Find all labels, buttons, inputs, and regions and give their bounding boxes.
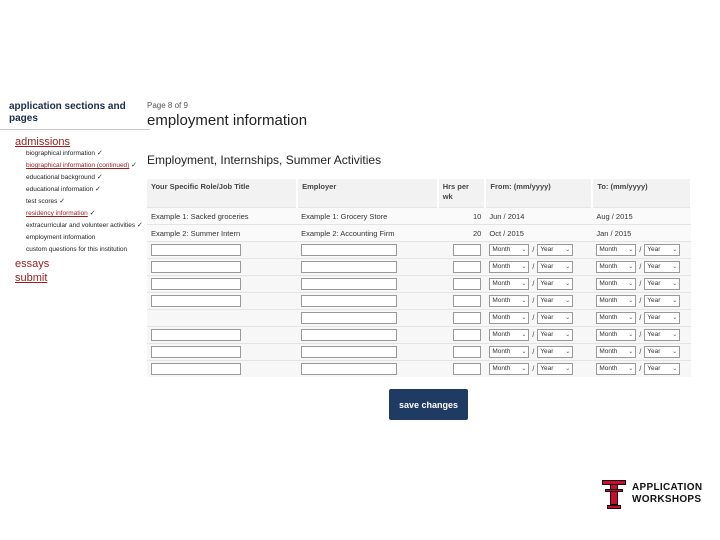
- from-year-select[interactable]: [537, 329, 573, 341]
- sidebar-title: [9, 101, 145, 125]
- employer-input[interactable]: [301, 329, 397, 341]
- date-separator: /: [532, 365, 535, 373]
- example-hrs: 20: [438, 225, 486, 242]
- select-value: Month: [492, 365, 511, 372]
- chevron-down-icon: ⌄: [628, 332, 634, 338]
- date-separator: /: [532, 246, 535, 254]
- hrs-cell: [438, 327, 486, 344]
- chevron-down-icon: ⌄: [565, 264, 571, 270]
- select-value: Month: [599, 297, 618, 304]
- chevron-down-icon: ⌄: [672, 264, 678, 270]
- select-value: Month: [492, 348, 511, 355]
- from-cell: [485, 276, 592, 293]
- page-title: employment information: [147, 112, 308, 129]
- role-input[interactable]: [151, 329, 241, 341]
- employer-cell: [297, 276, 438, 293]
- from-cell: [485, 310, 592, 327]
- employment-entry-row: [147, 327, 691, 344]
- to-cell: [592, 310, 691, 327]
- date-separator: /: [639, 263, 642, 271]
- example-row: [147, 225, 691, 242]
- check-icon: ✓: [96, 174, 103, 181]
- select-value: Year: [647, 280, 661, 287]
- sidebar-title-line2: pages: [9, 113, 38, 124]
- to-year-select[interactable]: [644, 363, 680, 375]
- select-value: Year: [647, 314, 661, 321]
- select-value: Year: [540, 314, 554, 321]
- application-workshops-logo: [602, 480, 703, 514]
- employer-input[interactable]: [301, 261, 397, 273]
- date-separator: /: [532, 280, 535, 288]
- to-month-select[interactable]: [596, 244, 636, 256]
- date-separator: /: [639, 280, 642, 288]
- select-value: Year: [647, 365, 661, 372]
- from-month-select[interactable]: [489, 278, 529, 290]
- logo-text: [632, 482, 702, 506]
- example-from: Oct / 2015: [485, 225, 592, 242]
- hrs-cell: [438, 276, 486, 293]
- to-year-select[interactable]: [644, 312, 680, 324]
- date-separator: /: [639, 314, 642, 322]
- select-value: Month: [599, 365, 618, 372]
- chevron-down-icon: ⌄: [521, 247, 527, 253]
- chevron-down-icon: ⌄: [521, 366, 527, 372]
- chevron-down-icon: ⌄: [521, 298, 527, 304]
- sidebar-item-label: biographical information (continued): [26, 162, 130, 169]
- logo-line1: APPLICATION: [632, 482, 703, 493]
- employer-cell: [297, 327, 438, 344]
- employer-input[interactable]: [301, 363, 397, 375]
- employer-input[interactable]: [301, 244, 397, 256]
- from-month-select[interactable]: [489, 329, 529, 341]
- employer-cell: [297, 259, 438, 276]
- role-input[interactable]: [151, 261, 241, 273]
- sidebar-item-label: custom questions for this institution: [26, 246, 128, 253]
- select-value: Year: [540, 348, 554, 355]
- example-to: Aug / 2015: [592, 208, 691, 225]
- date-separator: /: [639, 365, 642, 373]
- sidebar-item-biographical[interactable]: [26, 150, 145, 158]
- from-month-select[interactable]: [489, 363, 529, 375]
- select-value: Month: [492, 263, 511, 270]
- example-employer: Example 2: Accounting Firm: [297, 225, 438, 242]
- sidebar-admissions-items: [26, 150, 145, 254]
- from-year-select[interactable]: [537, 278, 573, 290]
- from-month-select[interactable]: [489, 346, 529, 358]
- sidebar-item-educational-background[interactable]: [26, 174, 145, 182]
- header-employer: Employer: [297, 179, 438, 208]
- sidebar-item-extracurricular[interactable]: [26, 222, 145, 230]
- hrs-input[interactable]: [453, 346, 481, 358]
- chevron-down-icon: ⌄: [565, 332, 571, 338]
- from-cell: [485, 242, 592, 259]
- select-value: Month: [599, 314, 618, 321]
- chevron-down-icon: ⌄: [521, 315, 527, 321]
- employer-cell: [297, 310, 438, 327]
- employment-entry-row: [147, 276, 691, 293]
- select-value: Year: [647, 246, 661, 253]
- check-icon: ✓: [131, 162, 138, 169]
- to-cell: [592, 242, 691, 259]
- select-value: Year: [540, 280, 554, 287]
- role-cell: [147, 259, 297, 276]
- hrs-cell: [438, 344, 486, 361]
- select-value: Month: [599, 348, 618, 355]
- chevron-down-icon: ⌄: [628, 315, 634, 321]
- date-separator: /: [639, 297, 642, 305]
- employment-entry-row: [147, 310, 691, 327]
- role-cell: [147, 310, 297, 327]
- check-icon: ✓: [136, 222, 143, 229]
- sidebar-item-label: residency information: [26, 210, 88, 217]
- chevron-down-icon: ⌄: [565, 349, 571, 355]
- role-cell: [147, 242, 297, 259]
- to-year-select[interactable]: [644, 278, 680, 290]
- to-cell: [592, 361, 691, 378]
- sidebar-title-line1: application sections and: [9, 101, 126, 112]
- to-year-select[interactable]: [644, 295, 680, 307]
- from-year-select[interactable]: [537, 244, 573, 256]
- role-cell: [147, 361, 297, 378]
- date-separator: /: [639, 348, 642, 356]
- chevron-down-icon: ⌄: [565, 247, 571, 253]
- employer-cell: [297, 242, 438, 259]
- to-month-select[interactable]: [596, 261, 636, 273]
- select-value: Month: [599, 280, 618, 287]
- role-cell: [147, 276, 297, 293]
- date-separator: /: [532, 263, 535, 271]
- sidebar-item-residency[interactable]: [26, 210, 145, 218]
- employer-cell: [297, 344, 438, 361]
- header-role: Your Specific Role/Job Title: [147, 179, 297, 208]
- from-cell: [485, 259, 592, 276]
- employer-input[interactable]: [301, 312, 397, 324]
- sidebar-divider: [0, 129, 150, 130]
- role-input[interactable]: [151, 295, 241, 307]
- employer-input[interactable]: [301, 278, 397, 290]
- sidebar-item-custom-questions[interactable]: [26, 246, 145, 254]
- to-month-select[interactable]: [596, 363, 636, 375]
- chevron-down-icon: ⌄: [521, 349, 527, 355]
- to-cell: [592, 293, 691, 310]
- sidebar-section-admissions[interactable]: admissions: [15, 136, 71, 148]
- sidebar-item-label: educational information: [26, 186, 94, 193]
- select-value: Year: [647, 297, 661, 304]
- from-cell: [485, 293, 592, 310]
- role-input[interactable]: [151, 346, 241, 358]
- chevron-down-icon: ⌄: [628, 298, 634, 304]
- date-separator: /: [532, 331, 535, 339]
- employer-input[interactable]: [301, 295, 397, 307]
- from-month-select[interactable]: [489, 261, 529, 273]
- employer-cell: [297, 361, 438, 378]
- from-year-select[interactable]: [537, 346, 573, 358]
- from-year-select[interactable]: [537, 312, 573, 324]
- employment-entry-row: [147, 242, 691, 259]
- from-month-select[interactable]: [489, 312, 529, 324]
- to-cell: [592, 276, 691, 293]
- select-value: Month: [492, 280, 511, 287]
- from-month-select[interactable]: [489, 244, 529, 256]
- employment-entry-row: [147, 361, 691, 378]
- check-icon: ✓: [59, 198, 66, 205]
- save-changes-button[interactable]: save changes: [389, 389, 468, 420]
- chevron-down-icon: ⌄: [628, 281, 634, 287]
- employment-table: [147, 179, 692, 377]
- to-month-select[interactable]: [596, 346, 636, 358]
- hrs-cell: [438, 293, 486, 310]
- page-indicator: Page 8 of 9: [147, 101, 188, 110]
- hrs-input[interactable]: [453, 295, 481, 307]
- select-value: Month: [492, 246, 511, 253]
- sidebar-section-submit[interactable]: submit: [15, 272, 48, 284]
- check-icon: ✓: [95, 186, 101, 193]
- double-t-logo-icon: [602, 480, 626, 510]
- hrs-input[interactable]: [453, 329, 481, 341]
- check-icon: ✓: [89, 210, 96, 217]
- example-from: Jun / 2014: [485, 208, 592, 225]
- select-value: Year: [540, 297, 554, 304]
- sidebar-item-label: employment information: [26, 234, 96, 241]
- select-value: Month: [599, 246, 618, 253]
- select-value: Month: [599, 331, 618, 338]
- from-cell: [485, 327, 592, 344]
- to-cell: [592, 327, 691, 344]
- from-month-select[interactable]: [489, 295, 529, 307]
- date-separator: /: [639, 331, 642, 339]
- to-month-select[interactable]: [596, 312, 636, 324]
- chevron-down-icon: ⌄: [521, 332, 527, 338]
- chevron-down-icon: ⌄: [672, 366, 678, 372]
- to-month-select[interactable]: [596, 295, 636, 307]
- select-value: Year: [540, 263, 554, 270]
- from-cell: [485, 361, 592, 378]
- example-to: Jan / 2015: [592, 225, 691, 242]
- chevron-down-icon: ⌄: [628, 349, 634, 355]
- example-employer: Example 1: Grocery Store: [297, 208, 438, 225]
- sidebar-item-label: test scores: [26, 198, 58, 205]
- hrs-cell: [438, 259, 486, 276]
- chevron-down-icon: ⌄: [628, 264, 634, 270]
- date-separator: /: [532, 348, 535, 356]
- date-separator: /: [532, 297, 535, 305]
- sidebar-item-label: educational background: [26, 174, 96, 181]
- to-cell: [592, 259, 691, 276]
- sidebar-item-employment[interactable]: [26, 234, 145, 242]
- select-value: Month: [492, 314, 511, 321]
- role-cell: [147, 344, 297, 361]
- hrs-cell: [438, 310, 486, 327]
- chevron-down-icon: ⌄: [521, 281, 527, 287]
- sidebar-item-educational-information[interactable]: [26, 186, 145, 194]
- chevron-down-icon: ⌄: [565, 366, 571, 372]
- chevron-down-icon: ⌄: [672, 332, 678, 338]
- select-value: Month: [599, 263, 618, 270]
- select-value: Year: [540, 246, 554, 253]
- select-value: Year: [540, 331, 554, 338]
- date-separator: /: [532, 314, 535, 322]
- from-year-select[interactable]: [537, 295, 573, 307]
- to-cell: [592, 344, 691, 361]
- chevron-down-icon: ⌄: [672, 298, 678, 304]
- hrs-cell: [438, 361, 486, 378]
- sidebar-item-biographical-continued[interactable]: [26, 162, 145, 170]
- employment-entry-row: [147, 293, 691, 310]
- employer-cell: [297, 293, 438, 310]
- to-year-select[interactable]: [644, 244, 680, 256]
- to-month-select[interactable]: [596, 278, 636, 290]
- hrs-cell: [438, 242, 486, 259]
- hrs-input[interactable]: [453, 278, 481, 290]
- chevron-down-icon: ⌄: [521, 264, 527, 270]
- employment-entry-row: [147, 344, 691, 361]
- to-year-select[interactable]: [644, 346, 680, 358]
- role-cell: [147, 293, 297, 310]
- chevron-down-icon: ⌄: [628, 247, 634, 253]
- header-from: From: (mm/yyyy): [485, 179, 592, 208]
- select-value: Year: [647, 331, 661, 338]
- example-row: [147, 208, 691, 225]
- sidebar: [9, 101, 145, 286]
- header-to: To: (mm/yyyy): [592, 179, 691, 208]
- example-role: Example 2: Summer Intern: [147, 225, 297, 242]
- sidebar-section-essays[interactable]: essays: [15, 258, 50, 270]
- role-input[interactable]: [151, 363, 241, 375]
- sidebar-item-label: extracurricular and volunteer activities: [26, 222, 136, 229]
- chevron-down-icon: ⌄: [565, 281, 571, 287]
- from-cell: [485, 344, 592, 361]
- chevron-down-icon: ⌄: [565, 315, 571, 321]
- chevron-down-icon: ⌄: [672, 247, 678, 253]
- header-hrs: Hrs per wk: [438, 179, 486, 208]
- select-value: Month: [492, 297, 511, 304]
- from-year-select[interactable]: [537, 261, 573, 273]
- select-value: Month: [492, 331, 511, 338]
- to-year-select[interactable]: [644, 329, 680, 341]
- table-header-row: [147, 179, 691, 208]
- check-icon: ✓: [96, 150, 103, 157]
- chevron-down-icon: ⌄: [672, 315, 678, 321]
- role-input[interactable]: [151, 244, 241, 256]
- from-year-select[interactable]: [537, 363, 573, 375]
- example-hrs: 10: [438, 208, 486, 225]
- employment-entry-row: [147, 259, 691, 276]
- hrs-input[interactable]: [453, 363, 481, 375]
- example-role: Example 1: Sacked groceries: [147, 208, 297, 225]
- sidebar-item-label: biographical information: [26, 150, 96, 157]
- hrs-input[interactable]: [453, 261, 481, 273]
- select-value: Year: [647, 348, 661, 355]
- select-value: Year: [540, 365, 554, 372]
- sidebar-item-test-scores[interactable]: [26, 198, 145, 206]
- section-title: Employment, Internships, Summer Activities: [147, 153, 382, 167]
- chevron-down-icon: ⌄: [565, 298, 571, 304]
- chevron-down-icon: ⌄: [672, 349, 678, 355]
- select-value: Year: [647, 263, 661, 270]
- chevron-down-icon: ⌄: [628, 366, 634, 372]
- employer-input[interactable]: [301, 346, 397, 358]
- chevron-down-icon: ⌄: [672, 281, 678, 287]
- date-separator: /: [639, 246, 642, 254]
- to-year-select[interactable]: [644, 261, 680, 273]
- role-cell: [147, 327, 297, 344]
- logo-line2: WORKSHOPS: [632, 494, 702, 505]
- hrs-input[interactable]: [453, 244, 481, 256]
- hrs-input[interactable]: [453, 312, 481, 324]
- to-month-select[interactable]: [596, 329, 636, 341]
- role-input[interactable]: [151, 278, 241, 290]
